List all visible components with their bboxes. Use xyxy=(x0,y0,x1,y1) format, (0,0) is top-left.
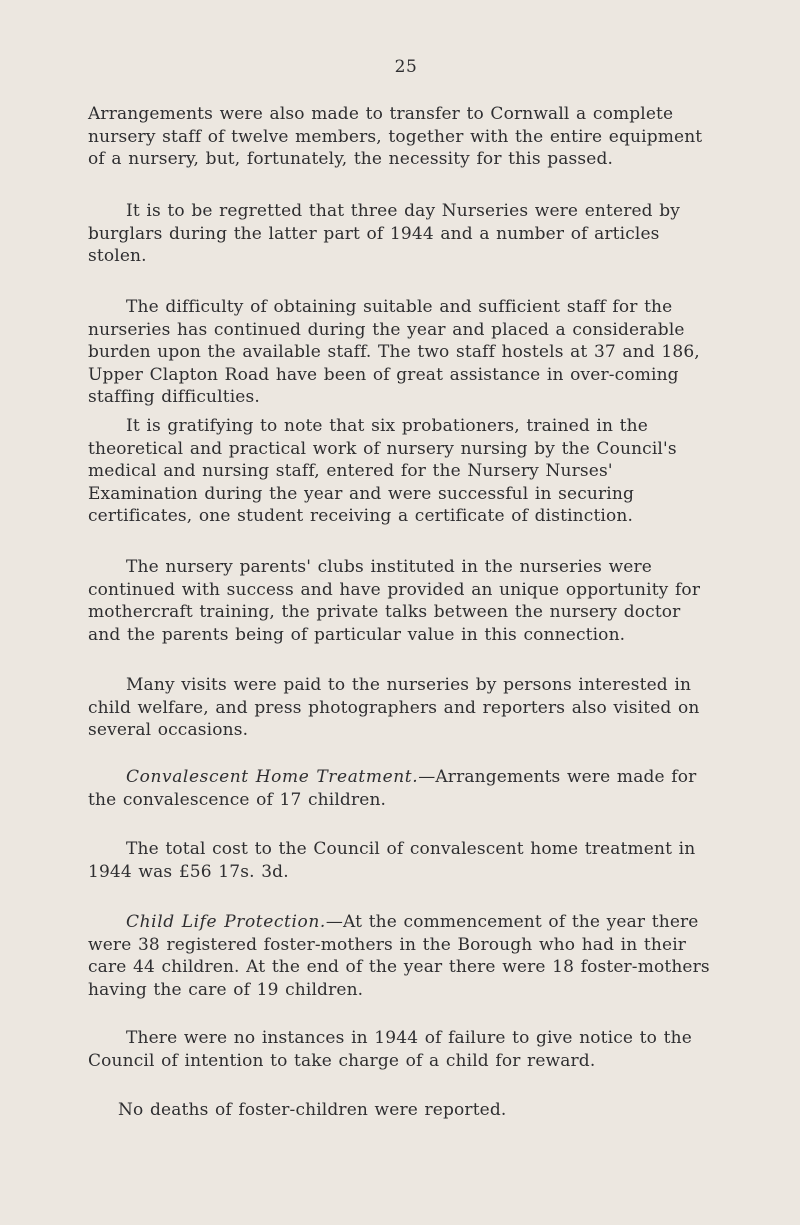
paragraph-convalescent-home: Convalescent Home Treatment.—Arrangements were made for the convalescence of 17 children. xyxy=(88,767,697,810)
paragraph-cornwall-transfer: Arrangements were also made to transfer to Cornwall a complete nursery staff of twelve members, together with the entire equipment of a nursery, but, fortunately, the necessity for this passed. xyxy=(88,104,703,169)
page-number: 25 xyxy=(394,57,418,77)
paragraph-no-deaths: No deaths of foster-children were reported. xyxy=(118,1100,507,1120)
section-heading-child-life: Child Life Protection. xyxy=(126,912,326,932)
paragraph-staffing-difficulty: The difficulty of obtaining suitable and sufficient staff for the nurseries has continued during the year and placed a considerable burden upon the available staff. The two staff hostels at 37 and 186, Upper Clapton Road have been of great assistance in over-coming staffing difficulties. xyxy=(88,297,700,407)
paragraph-probationers: It is gratifying to note that six probationers, trained in the theoretical and practical work of nursery nursing by the Council's medical and nursing staff, entered for the Nursery Nurses' Examination during the year and were successful in securing certificates, one student receiving a certificate of distinction. xyxy=(88,416,677,526)
paragraph-convalescent-cost: The total cost to the Council of convalescent home treatment in 1944 was £56 17s. 3d. xyxy=(88,839,696,882)
paragraph-visits: Many visits were paid to the nurseries by persons interested in child welfare, and press photographers and reporters also visited on several occasions. xyxy=(88,675,700,740)
section-heading-convalescent: Convalescent Home Treatment. xyxy=(126,767,419,787)
paragraph-parents-clubs: The nursery parents' clubs instituted in the nurseries were continued with success and have provided an unique opportunity for mothercraft training, the private talks between the nursery doctor and the parents being of particular value in this connection. xyxy=(88,557,701,645)
paragraph-burglaries: It is to be regretted that three day Nurseries were entered by burglars during the latter part of 1944 and a number of articles stolen. xyxy=(88,201,681,266)
paragraph-notice-failures: There were no instances in 1944 of failure to give notice to the Council of intention to take charge of a child for reward. xyxy=(88,1028,692,1071)
paragraph-child-life-protection: Child Life Protection.—At the commencement of the year there were 38 registered foster-mothers in the Borough who had in their care 44 children. At the end of the year there were 18 foster-mothers having the care of 19 children. xyxy=(88,912,710,1000)
